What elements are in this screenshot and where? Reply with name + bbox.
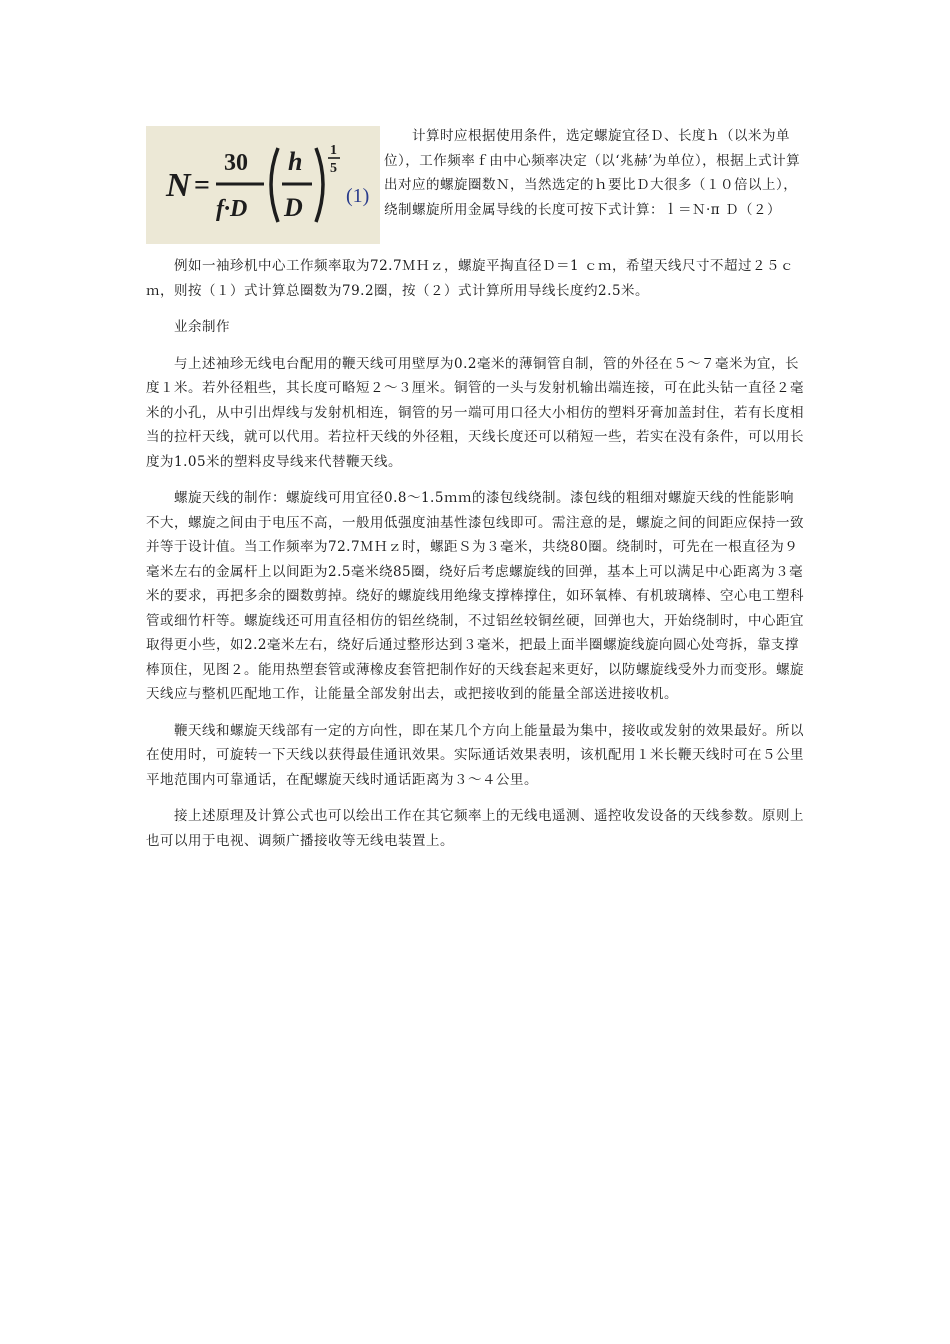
formula-image: [146, 126, 380, 244]
formula-inner-denominator: D: [284, 193, 303, 222]
formula-exponent-denominator: 5: [330, 161, 337, 176]
formula-label: (1): [346, 185, 370, 207]
intro-section: [146, 120, 806, 244]
paragraph-helical-antenna: 螺旋天线的制作：螺旋线可用宜径0.8～1.5ｍｍ的漆包线绕制。漆包线的粗细对螺旋天线的性能影响不大，螺旋之间由于电压不高，一般用低强度油基性漆包线即可。需注意的是，螺旋之间的间距应保持一致并等于设计值。当工作频率为72.7ＭＨｚ时，螺距Ｓ为３毫米，共绕80圈。绕制时，可先在一根直径为９毫米左右的金属杆上以间距为2.5毫米绕85圈，绕好后考虑螺旋线的回弹，基本上可以满足中心距离为３毫米的要求，再把多余的圈数剪掉。绕好的螺旋线用绝缘支撑棒撑住，如环氧棒、有机玻璃棒、空心电工塑科管或细竹杆等。螺旋线还可用直径相仿的铝丝绕制，不过铝丝较铜丝硬，回弹也大，开始绕制时，中心距宜取得更小些，如2.2毫米左右，绕好后通过整形达到３毫米，把最上面半圈螺旋线旋向圆心处弯拆，靠支撑棒顶住，见图２。能用热塑套管或薄橡皮套管把制作好的天线套起来更好，以防螺旋线受外力而变形。螺旋天线应与整机匹配地工作，让能量全部发射出去，或把接收到的能量全部送进接收机。: [146, 490, 804, 702]
intro-paragraph: 计算时应根据使用条件，选定螺旋宜径Ｄ、长度ｈ（以米为单位），工作频率ｆ由中心频率决定（以‘兆赫’为单位），根据上式计算出对应的螺旋圈数Ｎ，当然选定的ｈ要比Ｄ大很多（１０倍以上），绕制螺旋所用金属导线的长度可按下式计算：ｌ＝Ｎ·π Ｄ（２）: [384, 128, 801, 218]
paragraph-directionality: 鞭天线和螺旋天线部有一定的方向性，即在某几个方向上能量最为集中，接收或发射的效果最好。所以在使用时，可旋转一下天线以获得最佳通讯效果。实际通话效果表明，该机配用１米长鞭天线时可在５公里平地范围内可靠通话，在配螺旋天线时通话距离为３～４公里。: [146, 722, 804, 788]
document-page: [146, 120, 806, 865]
formula-inner-numerator: h: [288, 147, 303, 176]
section-heading: 业余制作: [174, 319, 230, 335]
paragraph-conclusion: 接上述原理及计算公式也可以绘出工作在其它频率上的无线电遥测、遥控收发设备的天线参数。原则上也可以用于电视、调频广播接收等无线电装置上。: [146, 808, 804, 849]
paragraph-whip-antenna: 与上述袖珍无线电台配用的鞭天线可用壁厚为0.2毫米的薄铜管自制，管的外径在５～７毫米为宜，长度１米。若外径粗些，其长度可略短２～３厘米。铜管的一头与发射机输出端连接，可在此头钻一直径２毫米的小孔，从中引出焊线与发射机相连，铜管的另一端可用口径大小相仿的塑料牙膏加盖封住，若有长度相当的拉杆天线，就可以代用。若拉杆天线的外径粗，天线长度还可以稍短一些，若实在没有条件，可以用长度为1.05米的塑料皮导线来代替鞭天线。: [146, 355, 804, 470]
paragraph-example: 例如一袖珍机中心工作频率取为72.7ＭＨｚ，螺旋平掏直径Ｄ＝1 ｃｍ，希望天线尺寸不超过２５ｃｍ，则按（１）式计算总圈数为79.2圈，按（２）式计算所用导线长度约2.5米。: [146, 258, 794, 299]
formula-graphic: [146, 126, 380, 244]
formula-lhs: N: [166, 167, 191, 204]
formula-equals: =: [194, 170, 210, 201]
formula-numerator: 30: [224, 150, 248, 176]
formula-exponent-numerator: 1: [330, 143, 337, 158]
formula-denominator: f·D: [216, 196, 248, 222]
